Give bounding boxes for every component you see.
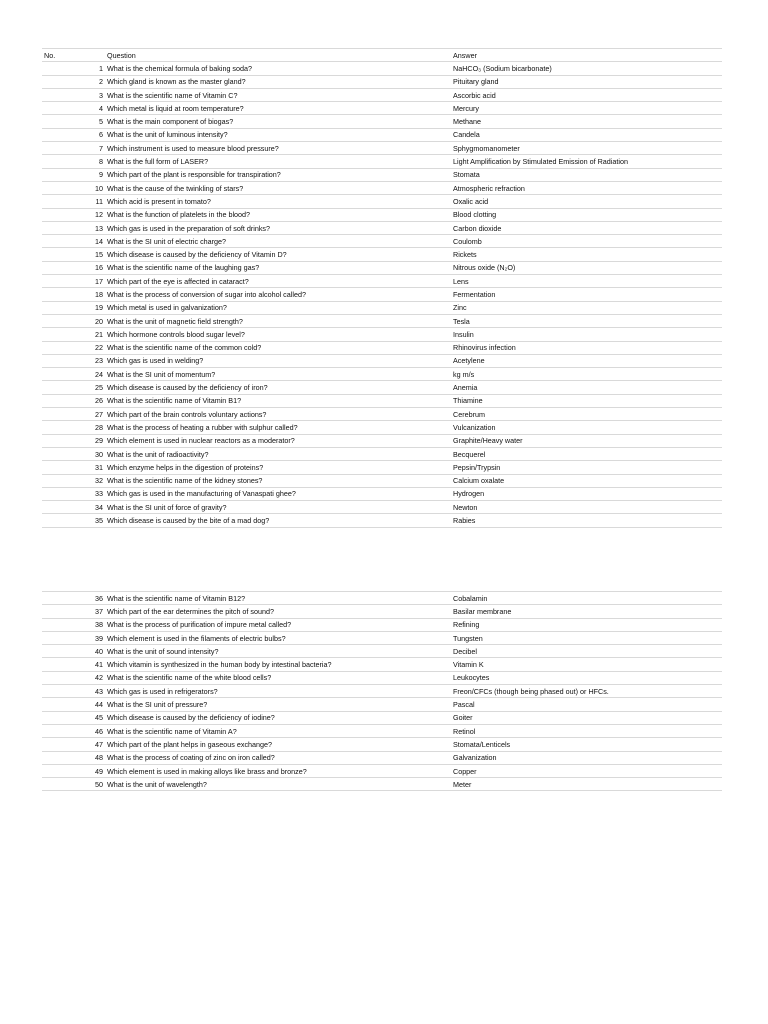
question-cell: What is the SI unit of pressure? [105, 698, 451, 711]
table-row [42, 102, 722, 115]
question-cell: Which gas is used in refrigerators? [105, 685, 451, 698]
table-row [42, 208, 722, 221]
table-row [42, 381, 722, 394]
table-row [42, 501, 722, 514]
answer-cell: Tungsten [451, 631, 722, 644]
row-number: 48 [42, 751, 105, 764]
table-row [42, 421, 722, 434]
row-number: 23 [42, 354, 105, 367]
answer-cell: Retinol [451, 724, 722, 737]
question-cell: What is the unit of wavelength? [105, 778, 451, 791]
question-cell: What is the scientific name of the laughing gas? [105, 261, 451, 274]
header-answer: Answer [451, 49, 722, 62]
answer-cell: Galvanization [451, 751, 722, 764]
row-number: 45 [42, 711, 105, 724]
table-row [42, 275, 722, 288]
question-cell: What is the SI unit of electric charge? [105, 235, 451, 248]
answer-cell: Carbon dioxide [451, 221, 722, 234]
table-row [42, 778, 722, 791]
row-number: 10 [42, 181, 105, 194]
table-row [42, 645, 722, 658]
answer-cell: Rhinovirus infection [451, 341, 722, 354]
header-question: Question [105, 49, 451, 62]
question-cell: What is the scientific name of Vitamin B1? [105, 394, 451, 407]
answer-cell: Leukocytes [451, 671, 722, 684]
answer-cell: Decibel [451, 645, 722, 658]
question-cell: Which hormone controls blood sugar level? [105, 328, 451, 341]
row-number: 9 [42, 168, 105, 181]
table-row [42, 341, 722, 354]
question-cell: What is the scientific name of the white blood cells? [105, 671, 451, 684]
question-cell: Which acid is present in tomato? [105, 195, 451, 208]
answer-cell: Nitrous oxide (N₂O) [451, 261, 722, 274]
table-row [42, 181, 722, 194]
question-cell: Which gas is used in the preparation of soft drinks? [105, 221, 451, 234]
question-cell: Which part of the plant is responsible for transpiration? [105, 168, 451, 181]
table-row [42, 487, 722, 500]
row-number: 20 [42, 314, 105, 327]
table-row [42, 115, 722, 128]
question-cell: Which metal is liquid at room temperature? [105, 102, 451, 115]
question-cell: What is the process of purification of impure metal called? [105, 618, 451, 631]
row-number: 39 [42, 631, 105, 644]
question-cell: What is the unit of radioactivity? [105, 447, 451, 460]
row-number: 24 [42, 368, 105, 381]
table-row [42, 658, 722, 671]
question-cell: What is the main component of biogas? [105, 115, 451, 128]
question-cell: Which element is used in making alloys like brass and bronze? [105, 764, 451, 777]
table-row [42, 142, 722, 155]
row-number: 6 [42, 128, 105, 141]
answer-cell: Anemia [451, 381, 722, 394]
answer-cell: Copper [451, 764, 722, 777]
row-number: 5 [42, 115, 105, 128]
row-number: 30 [42, 447, 105, 460]
answer-cell: Zinc [451, 301, 722, 314]
question-cell: What is the cause of the twinkling of stars? [105, 181, 451, 194]
table-row [42, 592, 722, 605]
question-cell: Which part of the brain controls voluntary actions? [105, 408, 451, 421]
question-cell: Which vitamin is synthesized in the human body by intestinal bacteria? [105, 658, 451, 671]
answer-cell: Lens [451, 275, 722, 288]
table-row [42, 514, 722, 527]
row-number: 29 [42, 434, 105, 447]
question-cell: Which enzyme helps in the digestion of proteins? [105, 461, 451, 474]
answer-cell: Acetylene [451, 354, 722, 367]
table-row [42, 221, 722, 234]
row-number: 42 [42, 671, 105, 684]
question-cell: What is the SI unit of momentum? [105, 368, 451, 381]
question-cell: Which part of the ear determines the pitch of sound? [105, 605, 451, 618]
table-row [42, 314, 722, 327]
row-number: 36 [42, 592, 105, 605]
row-number: 28 [42, 421, 105, 434]
question-cell: Which metal is used in galvanization? [105, 301, 451, 314]
answer-cell: Newton [451, 501, 722, 514]
row-number: 33 [42, 487, 105, 500]
table-row [42, 155, 722, 168]
row-number: 13 [42, 221, 105, 234]
answer-cell: Thiamine [451, 394, 722, 407]
answer-cell: Blood clotting [451, 208, 722, 221]
row-number: 43 [42, 685, 105, 698]
row-number: 7 [42, 142, 105, 155]
question-cell: Which disease is caused by the deficiency of iodine? [105, 711, 451, 724]
question-cell: What is the SI unit of force of gravity? [105, 501, 451, 514]
answer-cell: NaHCO₃ (Sodium bicarbonate) [451, 62, 722, 75]
row-number: 31 [42, 461, 105, 474]
row-number: 19 [42, 301, 105, 314]
row-number: 41 [42, 658, 105, 671]
answer-cell: Goiter [451, 711, 722, 724]
answer-cell: Rickets [451, 248, 722, 261]
table-row [42, 618, 722, 631]
row-number: 47 [42, 738, 105, 751]
answer-cell: Ascorbic acid [451, 88, 722, 101]
question-cell: What is the chemical formula of baking soda? [105, 62, 451, 75]
row-number: 22 [42, 341, 105, 354]
answer-cell: Pituitary gland [451, 75, 722, 88]
row-number: 16 [42, 261, 105, 274]
question-cell: What is the process of heating a rubber with sulphur called? [105, 421, 451, 434]
row-number: 8 [42, 155, 105, 168]
row-number: 35 [42, 514, 105, 527]
table-row [42, 394, 722, 407]
question-cell: Which instrument is used to measure blood pressure? [105, 142, 451, 155]
answer-cell: Insulin [451, 328, 722, 341]
table-body [42, 49, 722, 528]
row-number: 3 [42, 88, 105, 101]
question-cell: What is the scientific name of Vitamin C? [105, 88, 451, 101]
row-number: 1 [42, 62, 105, 75]
question-cell: Which disease is caused by the deficiency of iron? [105, 381, 451, 394]
question-cell: What is the full form of LASER? [105, 155, 451, 168]
row-number: 37 [42, 605, 105, 618]
row-number: 25 [42, 381, 105, 394]
row-number: 32 [42, 474, 105, 487]
table-row [42, 671, 722, 684]
answer-cell: Becquerel [451, 447, 722, 460]
answer-cell: Rabies [451, 514, 722, 527]
table-row [42, 62, 722, 75]
table-row [42, 408, 722, 421]
table-row [42, 434, 722, 447]
table-row [42, 461, 722, 474]
row-number: 14 [42, 235, 105, 248]
answer-cell: Pascal [451, 698, 722, 711]
question-cell: What is the scientific name of the kidney stones? [105, 474, 451, 487]
table-row [42, 168, 722, 181]
row-number: 38 [42, 618, 105, 631]
answer-cell: Freon/CFCs (though being phased out) or HFCs. [451, 685, 722, 698]
question-cell: What is the function of platelets in the blood? [105, 208, 451, 221]
question-cell: Which disease is caused by the deficiency of Vitamin D? [105, 248, 451, 261]
answer-cell: Atmospheric refraction [451, 181, 722, 194]
question-cell: What is the scientific name of Vitamin B12? [105, 592, 451, 605]
table-row [42, 738, 722, 751]
question-cell: Which gas is used in welding? [105, 354, 451, 367]
answer-cell: Vitamin K [451, 658, 722, 671]
table-row [42, 447, 722, 460]
table-row [42, 474, 722, 487]
answer-cell: kg m/s [451, 368, 722, 381]
row-number: 2 [42, 75, 105, 88]
row-number: 44 [42, 698, 105, 711]
table-row [42, 75, 722, 88]
answer-cell: Cerebrum [451, 408, 722, 421]
answer-cell: Stomata/Lenticels [451, 738, 722, 751]
answer-cell: Vulcanization [451, 421, 722, 434]
table-row [42, 698, 722, 711]
table-row [42, 128, 722, 141]
question-cell: What is the scientific name of Vitamin A? [105, 724, 451, 737]
table-row [42, 301, 722, 314]
answer-cell: Cobalamin [451, 592, 722, 605]
answer-cell: Calcium oxalate [451, 474, 722, 487]
table-row [42, 328, 722, 341]
quiz-table-part-1 [42, 48, 722, 528]
answer-cell: Meter [451, 778, 722, 791]
answer-cell: Sphygmomanometer [451, 142, 722, 155]
table-row [42, 248, 722, 261]
table-row [42, 354, 722, 367]
answer-cell: Methane [451, 115, 722, 128]
header-row [42, 49, 722, 62]
answer-cell: Pepsin/Trypsin [451, 461, 722, 474]
answer-cell: Candela [451, 128, 722, 141]
answer-cell: Fermentation [451, 288, 722, 301]
answer-cell: Refining [451, 618, 722, 631]
table-row [42, 235, 722, 248]
table-row [42, 88, 722, 101]
row-number: 27 [42, 408, 105, 421]
question-cell: What is the scientific name of the common cold? [105, 341, 451, 354]
answer-cell: Basilar membrane [451, 605, 722, 618]
table-row [42, 764, 722, 777]
question-cell: What is the unit of sound intensity? [105, 645, 451, 658]
row-number: 46 [42, 724, 105, 737]
table-row [42, 685, 722, 698]
table-row [42, 288, 722, 301]
answer-cell: Mercury [451, 102, 722, 115]
table-row [42, 261, 722, 274]
table-row [42, 195, 722, 208]
answer-cell: Oxalic acid [451, 195, 722, 208]
table-row [42, 605, 722, 618]
row-number: 40 [42, 645, 105, 658]
row-number: 50 [42, 778, 105, 791]
answer-cell: Coulomb [451, 235, 722, 248]
question-cell: Which part of the eye is affected in cataract? [105, 275, 451, 288]
answer-cell: Stomata [451, 168, 722, 181]
table-row [42, 368, 722, 381]
question-cell: What is the unit of luminous intensity? [105, 128, 451, 141]
row-number: 15 [42, 248, 105, 261]
question-cell: Which part of the plant helps in gaseous exchange? [105, 738, 451, 751]
table-row [42, 751, 722, 764]
question-cell: Which gas is used in the manufacturing of Vanaspati ghee? [105, 487, 451, 500]
row-number: 17 [42, 275, 105, 288]
question-cell: What is the unit of magnetic field strength? [105, 314, 451, 327]
row-number: 12 [42, 208, 105, 221]
question-cell: Which disease is caused by the bite of a mad dog? [105, 514, 451, 527]
row-number: 11 [42, 195, 105, 208]
row-number: 4 [42, 102, 105, 115]
quiz-table-part-2 [42, 591, 722, 791]
answer-cell: Graphite/Heavy water [451, 434, 722, 447]
header-no: No. [42, 49, 105, 62]
answer-cell: Tesla [451, 314, 722, 327]
question-cell: Which gland is known as the master gland? [105, 75, 451, 88]
table-row [42, 631, 722, 644]
table-row [42, 724, 722, 737]
row-number: 34 [42, 501, 105, 514]
question-cell: What is the process of coating of zinc on iron called? [105, 751, 451, 764]
row-number: 49 [42, 764, 105, 777]
question-cell: What is the process of conversion of sugar into alcohol called? [105, 288, 451, 301]
row-number: 21 [42, 328, 105, 341]
answer-cell: Hydrogen [451, 487, 722, 500]
question-cell: Which element is used in the filaments of electric bulbs? [105, 631, 451, 644]
table-row [42, 711, 722, 724]
table-body [42, 592, 722, 791]
row-number: 18 [42, 288, 105, 301]
row-number: 26 [42, 394, 105, 407]
question-cell: Which element is used in nuclear reactors as a moderator? [105, 434, 451, 447]
answer-cell: Light Amplification by Stimulated Emission of Radiation [451, 155, 722, 168]
